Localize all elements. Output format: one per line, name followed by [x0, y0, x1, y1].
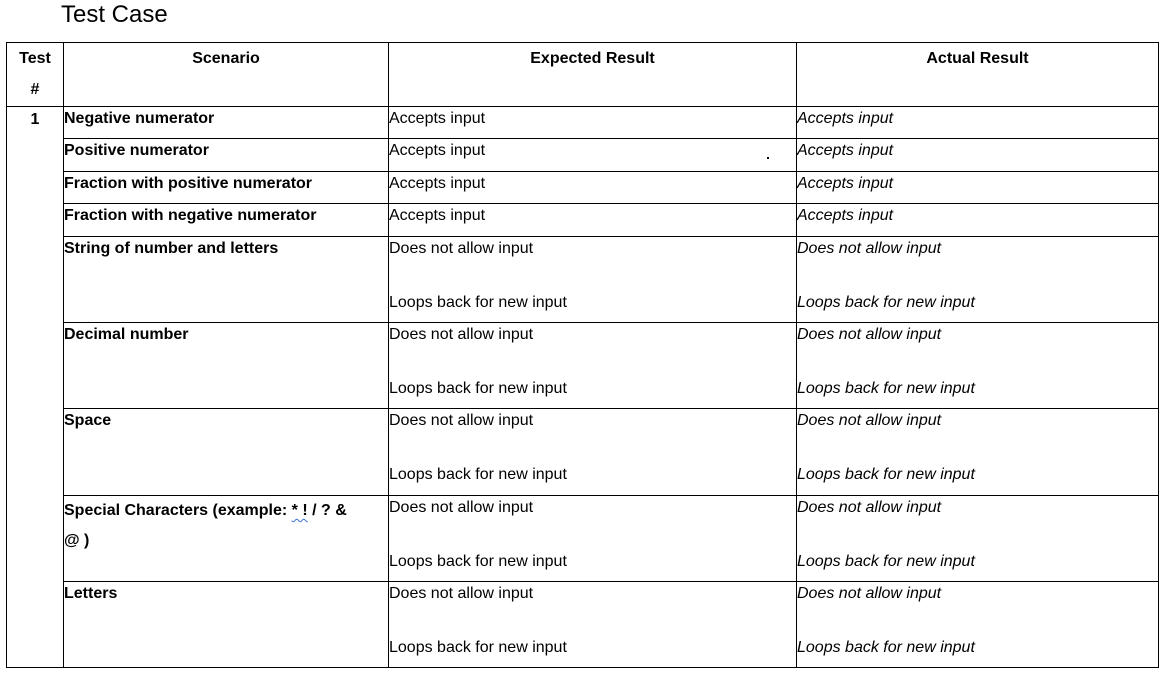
- expected-line: Does not allow input: [389, 499, 534, 516]
- expected-cell: [389, 409, 797, 496]
- actual-line: Does not allow input: [797, 240, 942, 257]
- table-row: [7, 582, 1159, 668]
- test-number-cell: 1: [7, 107, 64, 668]
- actual-line: Loops back for new input: [797, 294, 975, 311]
- actual-cell: Accepts input: [797, 172, 1159, 204]
- scenario-cell: Negative numerator: [64, 107, 389, 139]
- actual-cell: [797, 323, 1159, 409]
- actual-cell: [797, 237, 1159, 323]
- actual-cell: [797, 582, 1159, 668]
- actual-line: Loops back for new input: [797, 639, 975, 656]
- scenario-text: / ? &: [307, 502, 347, 519]
- header-test-line2: #: [30, 81, 40, 98]
- expected-cell: [389, 582, 797, 668]
- header-scenario: Scenario: [64, 43, 389, 107]
- scenario-cell: Decimal number: [64, 323, 389, 409]
- actual-line: Loops back for new input: [797, 553, 975, 570]
- actual-cell: Accepts input: [797, 107, 1159, 139]
- expected-line: Loops back for new input: [389, 639, 567, 656]
- expected-line: Does not allow input: [389, 585, 534, 602]
- actual-cell: [797, 496, 1159, 582]
- actual-line: Does not allow input: [797, 326, 942, 343]
- table-row: [7, 323, 1159, 409]
- spellcheck-underlined-text: * !: [291, 502, 308, 519]
- expected-line: Loops back for new input: [389, 380, 567, 397]
- scenario-cell: Fraction with positive numerator: [64, 172, 389, 204]
- actual-cell: [797, 409, 1159, 496]
- expected-cell: [389, 496, 797, 582]
- test-case-table: [6, 42, 1159, 668]
- expected-cell: Accepts input: [389, 204, 797, 237]
- expected-line: Does not allow input: [389, 326, 534, 343]
- table-row: [7, 204, 1159, 237]
- scenario-cell: Positive numerator: [64, 139, 389, 172]
- expected-line: Loops back for new input: [389, 466, 567, 483]
- expected-line: Loops back for new input: [389, 294, 567, 311]
- scenario-cell: Fraction with negative numerator: [64, 204, 389, 237]
- actual-line: Loops back for new input: [797, 380, 975, 397]
- table-row: [7, 139, 1159, 172]
- document-title: Test Case: [61, 1, 168, 28]
- scenario-line: [64, 496, 388, 526]
- actual-cell: Accepts input: [797, 204, 1159, 237]
- table-row: [7, 172, 1159, 204]
- actual-line: Does not allow input: [797, 585, 942, 602]
- expected-line: Does not allow input: [389, 412, 534, 429]
- actual-cell: Accepts input: [797, 139, 1159, 172]
- expected-cell: [389, 237, 797, 323]
- header-test-line1: Test: [19, 50, 51, 67]
- expected-line: Loops back for new input: [389, 553, 567, 570]
- expected-cell: [389, 323, 797, 409]
- expected-cell: Accepts input: [389, 172, 797, 204]
- table-row: [7, 107, 1159, 139]
- table-row: [7, 237, 1159, 323]
- header-test-number: [7, 43, 64, 107]
- table-header-row: [7, 43, 1159, 107]
- expected-line: Does not allow input: [389, 240, 534, 257]
- table-row: [7, 409, 1159, 496]
- scenario-line: @ ): [64, 532, 90, 549]
- scenario-text: Special Characters (example:: [64, 502, 292, 519]
- header-expected-result: Expected Result: [389, 43, 797, 107]
- actual-line: Does not allow input: [797, 499, 942, 516]
- expected-cell: Accepts input: [389, 139, 797, 172]
- scenario-cell: Letters: [64, 582, 389, 668]
- actual-line: Loops back for new input: [797, 466, 975, 483]
- scenario-cell: [64, 496, 389, 582]
- table-row: [7, 496, 1159, 582]
- scenario-cell: Space: [64, 409, 389, 496]
- scenario-cell: String of number and letters: [64, 237, 389, 323]
- header-actual-result: Actual Result: [797, 43, 1159, 107]
- expected-cell: Accepts input: [389, 107, 797, 139]
- actual-line: Does not allow input: [797, 412, 942, 429]
